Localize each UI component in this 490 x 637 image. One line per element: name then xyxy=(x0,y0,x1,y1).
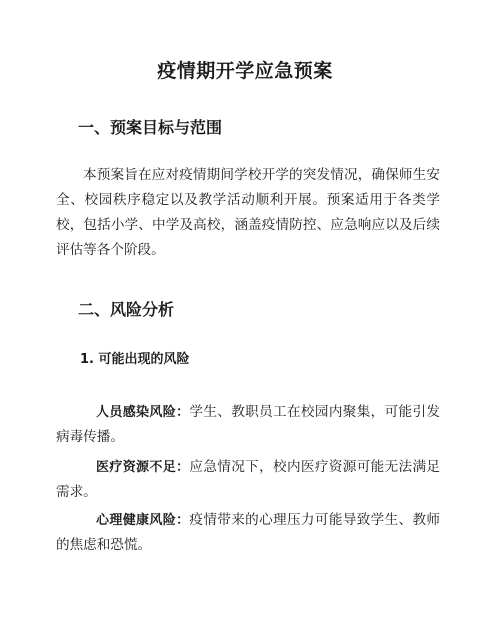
document-title: 疫情期开学应急预案 xyxy=(157,60,333,82)
risk-item-mental-health xyxy=(56,508,440,558)
section-heading-goals-scope: 一、预案目标与范围 xyxy=(78,118,223,137)
risk-item-medical-resources xyxy=(56,455,440,505)
risk-label: 人员感染风险： xyxy=(96,405,190,420)
section-heading-risk-analysis: 二、风险分析 xyxy=(78,300,175,319)
section-paragraph-goals-scope: 本预案旨在应对疫情期间学校开学的突发情况，确保师生安全、校园秩序稳定以及教学活动顺利开展。预案适用于各类学校，包括小学、中学及高校，涵盖疫情防控、应急响应以及后续评估等各个阶段。 xyxy=(56,167,440,258)
risk-text: 应急情况下，校内医疗资源可能无法满足需求。 xyxy=(56,459,440,500)
risk-text: 疫情带来的心理压力可能导致学生、教师的焦虑和恐慌。 xyxy=(56,512,440,553)
risk-text: 学生、教职员工在校园内聚集，可能引发病毒传播。 xyxy=(56,404,440,445)
risk-item-infection xyxy=(56,400,440,450)
risk-label: 医疗资源不足： xyxy=(96,460,190,475)
risk-label: 心理健康风险： xyxy=(96,513,190,528)
subsection-heading-possible-risks: 1. 可能出现的风险 xyxy=(80,352,190,367)
